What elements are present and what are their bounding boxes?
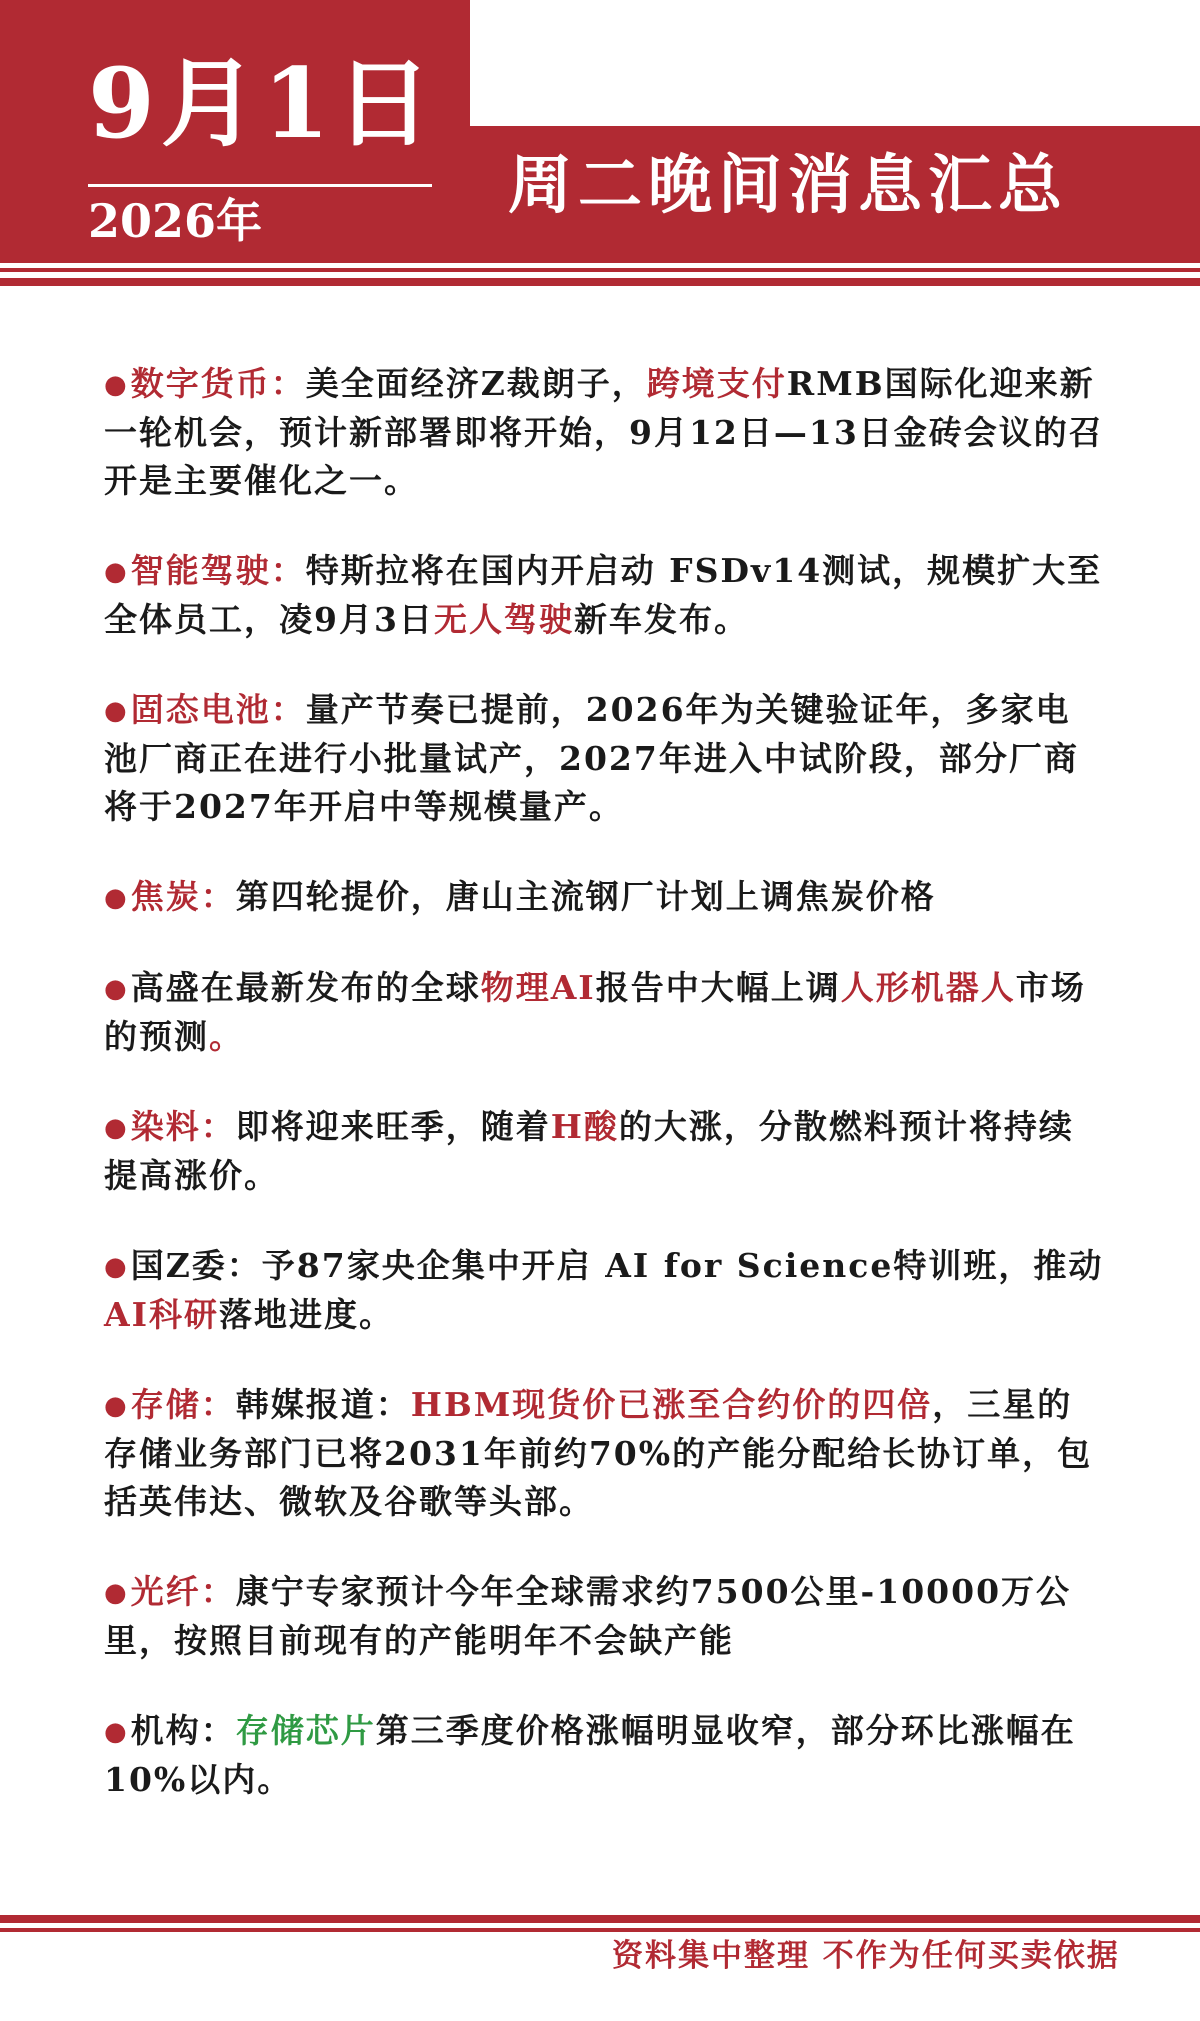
- news-text: ，三星的存储业务部门已将2031年前约70%的产能分配给长协订单，包括英伟达、微软及谷歌等头部。: [104, 1385, 1093, 1521]
- news-text: 第四轮提价，唐山主流钢厂计划上调焦炭价格: [235, 877, 936, 916]
- news-text: 康宁专家预计今年全球需求约7500公里-10000万公里，按照目前现有的产能明年不会缺产能: [104, 1572, 1072, 1660]
- bullet-icon: ●: [104, 696, 129, 726]
- news-category-label: 固态电池：: [130, 690, 306, 729]
- highlighted-keyword: 。: [209, 1017, 244, 1056]
- news-text: 量产节奏已提前，2026年为关键验证年，多家电池厂商正在进行小批量试产，2027年进入中试阶段，部分厂商将于2027年开启中等规模量产。: [104, 690, 1079, 826]
- disclaimer-footer: 资料集中整理 不作为任何买卖依据: [612, 1938, 1120, 1974]
- news-category-label: 染料：: [130, 1107, 236, 1146]
- news-category-label: 光纤：: [130, 1572, 236, 1611]
- bullet-icon: ●: [104, 1113, 129, 1143]
- news-item: [104, 1242, 1104, 1339]
- news-text: 特斯拉将在国内开启动 FSDv14测试，规模扩大至全体员工，凌9月3日: [104, 551, 1103, 639]
- news-category-label: 智能驾驶：: [130, 551, 306, 590]
- top-rule-thin: [0, 268, 1200, 272]
- news-item: [104, 360, 1104, 505]
- bullet-icon: ●: [104, 1391, 129, 1421]
- bottom-rule-thin: [0, 1928, 1200, 1932]
- highlighted-keyword: 人形机器人: [840, 968, 1016, 1007]
- news-text: 第三季度价格涨幅明显收窄，部分环比涨幅在10%以内。: [104, 1711, 1076, 1799]
- news-category-label: 机构：: [130, 1711, 236, 1750]
- news-item: [104, 547, 1104, 644]
- news-text: 韩媒报道：: [235, 1385, 411, 1424]
- news-category-label: 焦炭：: [130, 877, 236, 916]
- news-item: [104, 1568, 1104, 1665]
- news-item: [104, 1707, 1104, 1804]
- news-text: 即将迎来旺季，随着: [235, 1107, 551, 1146]
- news-category-label: 存储：: [130, 1385, 236, 1424]
- news-text: 予87家央企集中开启 AI for Science特训班，推动: [261, 1246, 1104, 1285]
- bullet-icon: ●: [104, 370, 129, 400]
- news-item: [104, 1381, 1104, 1526]
- highlighted-keyword: 跨境支付: [646, 364, 787, 403]
- news-item: [104, 873, 1104, 922]
- news-text: 落地进度。: [219, 1295, 395, 1334]
- top-rule-thick: [0, 278, 1200, 286]
- news-text: 的大涨，分散燃料预计将持续提高涨价。: [104, 1107, 1074, 1195]
- news-text: 新车发布。: [573, 600, 749, 639]
- bottom-rule-thick: [0, 1915, 1200, 1923]
- date-heading: 9月1日: [88, 47, 438, 160]
- news-item: [104, 686, 1104, 831]
- bullet-icon: ●: [104, 974, 129, 1004]
- page-title: 周二晚间消息汇总: [508, 148, 1068, 223]
- news-item: [104, 964, 1104, 1061]
- news-category-label: 数字货币：: [130, 364, 306, 403]
- highlighted-keyword: AI科研: [104, 1295, 220, 1334]
- highlighted-keyword: 无人驾驶: [433, 600, 574, 639]
- bullet-icon: ●: [104, 1578, 129, 1608]
- news-item: [104, 1103, 1104, 1200]
- news-text: 美全面经济Z裁朗子，: [305, 364, 647, 403]
- bullet-icon: ●: [104, 883, 129, 913]
- highlighted-keyword: 存储芯片: [235, 1711, 376, 1750]
- bullet-icon: ●: [104, 557, 129, 587]
- news-category-label: 国Z委：: [130, 1246, 262, 1285]
- highlighted-keyword: H酸: [550, 1107, 619, 1146]
- highlighted-keyword: HBM现货价已涨至合约价的四倍: [410, 1385, 933, 1424]
- highlighted-keyword: 物理AI: [480, 968, 596, 1007]
- news-text: RMB国际化迎来新一轮机会，预计新部署即将开始，9月12日—13日金砖会议的召开是主要催化之一。: [104, 364, 1104, 500]
- news-text: 报告中大幅上调: [595, 968, 841, 1007]
- news-text: 高盛在最新发布的全球: [130, 968, 481, 1007]
- year-label: 2026年: [88, 194, 263, 248]
- bullet-icon: ●: [104, 1717, 129, 1747]
- date-divider: [88, 184, 432, 187]
- news-text: 市场的预测: [104, 968, 1086, 1056]
- news-list: [104, 360, 1104, 1846]
- bullet-icon: ●: [104, 1252, 129, 1282]
